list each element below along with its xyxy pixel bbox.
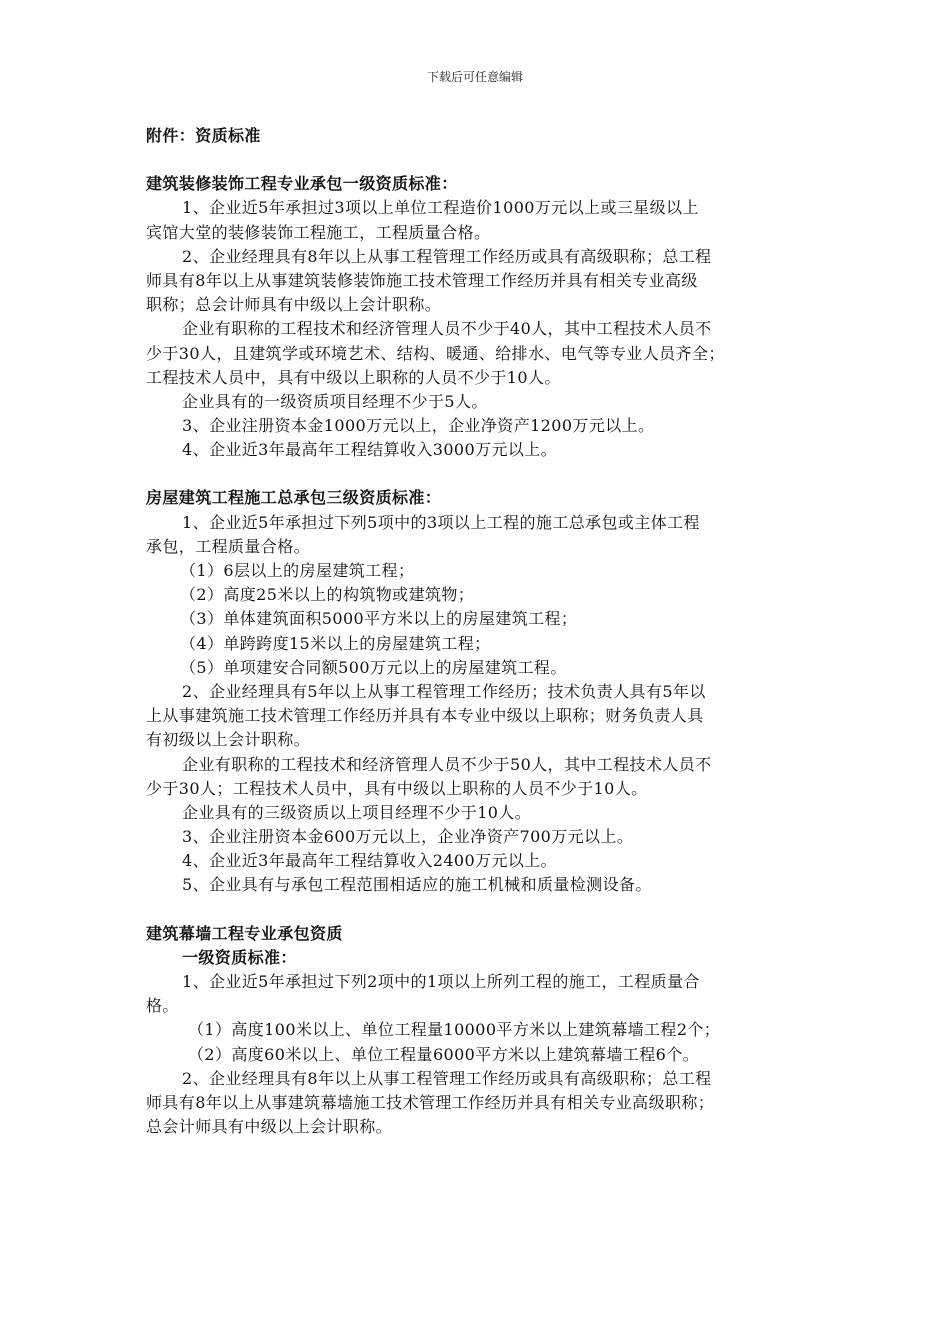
paragraph-line: 企业有职称的工程技术和经济管理人员不少于40人，其中工程技术人员不 bbox=[182, 319, 712, 339]
paragraph-line: 2、企业经理具有5年以上从事工程管理工作经历；技术负责人具有5年以 bbox=[182, 681, 706, 701]
paragraph-line: 企业有职称的工程技术和经济管理人员不少于50人，其中工程技术人员不 bbox=[182, 754, 712, 774]
paragraph-line: 少于30人，且建筑学或环境艺术、结构、暖通、给排水、电气等专业人员齐全； bbox=[146, 343, 725, 363]
list-item: （1）高度100米以上、单位工程量10000平方米以上建筑幕墙工程2个； bbox=[188, 1020, 721, 1040]
paragraph-line: 工程技术人员中，具有中级以上职称的人员不少于10人。 bbox=[146, 367, 561, 387]
section-heading: 房屋建筑工程施工总承包三级资质标准： bbox=[146, 488, 442, 508]
paragraph-line: 4、企业近3年最高年工程结算收入3000万元以上。 bbox=[182, 440, 558, 460]
list-item: （5）单项建安合同额500万元以上的房屋建筑工程。 bbox=[180, 657, 567, 677]
paragraph-line: 4、企业近3年最高年工程结算收入2400万元以上。 bbox=[182, 851, 558, 871]
section-heading: 建筑幕墙工程专业承包资质 bbox=[146, 923, 343, 943]
header-note: 下载后可任意编辑 bbox=[426, 70, 523, 84]
paragraph-line: 1、企业近5年承担过下列2项中的1项以上所列工程的施工，工程质量合 bbox=[182, 972, 700, 991]
list-item: （1）6层以上的房屋建筑工程； bbox=[180, 561, 415, 580]
section-subheading: 一级资质标准： bbox=[182, 947, 297, 967]
paragraph-line: 1、企业近5年承担过下列5项中的3项以上工程的施工总承包或主体工程 bbox=[182, 512, 700, 532]
paragraph-line: 1、企业近5年承担过3项以上单位工程造价1000万元以上或三星级以上 bbox=[182, 198, 699, 218]
list-item: （2）高度25米以上的构筑物或建筑物； bbox=[180, 585, 475, 605]
list-item: （4）单跨跨度15米以上的房屋建筑工程； bbox=[180, 633, 491, 653]
paragraph-line: 少于30人；工程技术人员中，具有中级以上职称的人员不少于10人。 bbox=[146, 778, 648, 798]
paragraph-line: 总会计师具有中级以上会计职称。 bbox=[146, 1117, 393, 1137]
section-decoration bbox=[146, 172, 816, 462]
paragraph-line: 格。 bbox=[146, 996, 179, 1016]
section-heading: 建筑装修装饰工程专业承包一级资质标准： bbox=[146, 174, 458, 194]
paragraph-line: 宾馆大堂的装修装饰工程施工，工程质量合格。 bbox=[146, 222, 491, 242]
paragraph-line: 企业具有的三级资质以上项目经理不少于10人。 bbox=[182, 802, 532, 822]
attachment-title: 附件：资质标准 bbox=[146, 126, 261, 145]
paragraph-line: 师具有8年以上从事建筑装修装饰施工技术管理工作经历并具有相关专业高级 bbox=[146, 270, 698, 290]
paragraph-line: 职称；总会计师具有中级以上会计职称。 bbox=[146, 295, 442, 315]
paragraph-line: 3、企业注册资本金600万元以上，企业净资产700万元以上。 bbox=[182, 827, 634, 847]
paragraph-line: 上从事建筑施工技术管理工作经历并具有本专业中级以上职称；财务负责人具 bbox=[146, 706, 704, 726]
paragraph-line: 2、企业经理具有8年以上从事工程管理工作经历或具有高级职称；总工程 bbox=[182, 1068, 712, 1088]
list-item: （3）单体建筑面积5000平方米以上的房屋建筑工程； bbox=[180, 609, 578, 629]
section-housing-construction bbox=[146, 486, 816, 897]
section-curtain-wall bbox=[146, 922, 816, 1140]
paragraph-line: 师具有8年以上从事建筑幕墙施工技术管理工作经历并具有相关专业高级职称； bbox=[146, 1092, 715, 1112]
paragraph-line: 承包，工程质量合格。 bbox=[146, 536, 311, 556]
list-item: （2）高度60米以上、单位工程量6000平方米以上建筑幕墙工程6个。 bbox=[188, 1044, 700, 1064]
paragraph-line: 2、企业经理具有8年以上从事工程管理工作经历或具有高级职称；总工程 bbox=[182, 246, 712, 266]
paragraph-line: 3、企业注册资本金1000万元以上，企业净资产1200万元以上。 bbox=[182, 416, 655, 436]
document-body bbox=[146, 124, 816, 1139]
paragraph-line: 企业具有的一级资质项目经理不少于5人。 bbox=[182, 391, 488, 411]
paragraph-line: 有初级以上会计职称。 bbox=[146, 730, 311, 750]
paragraph-line: 5、企业具有与承包工程范围相适应的施工机械和质量检测设备。 bbox=[182, 875, 652, 895]
